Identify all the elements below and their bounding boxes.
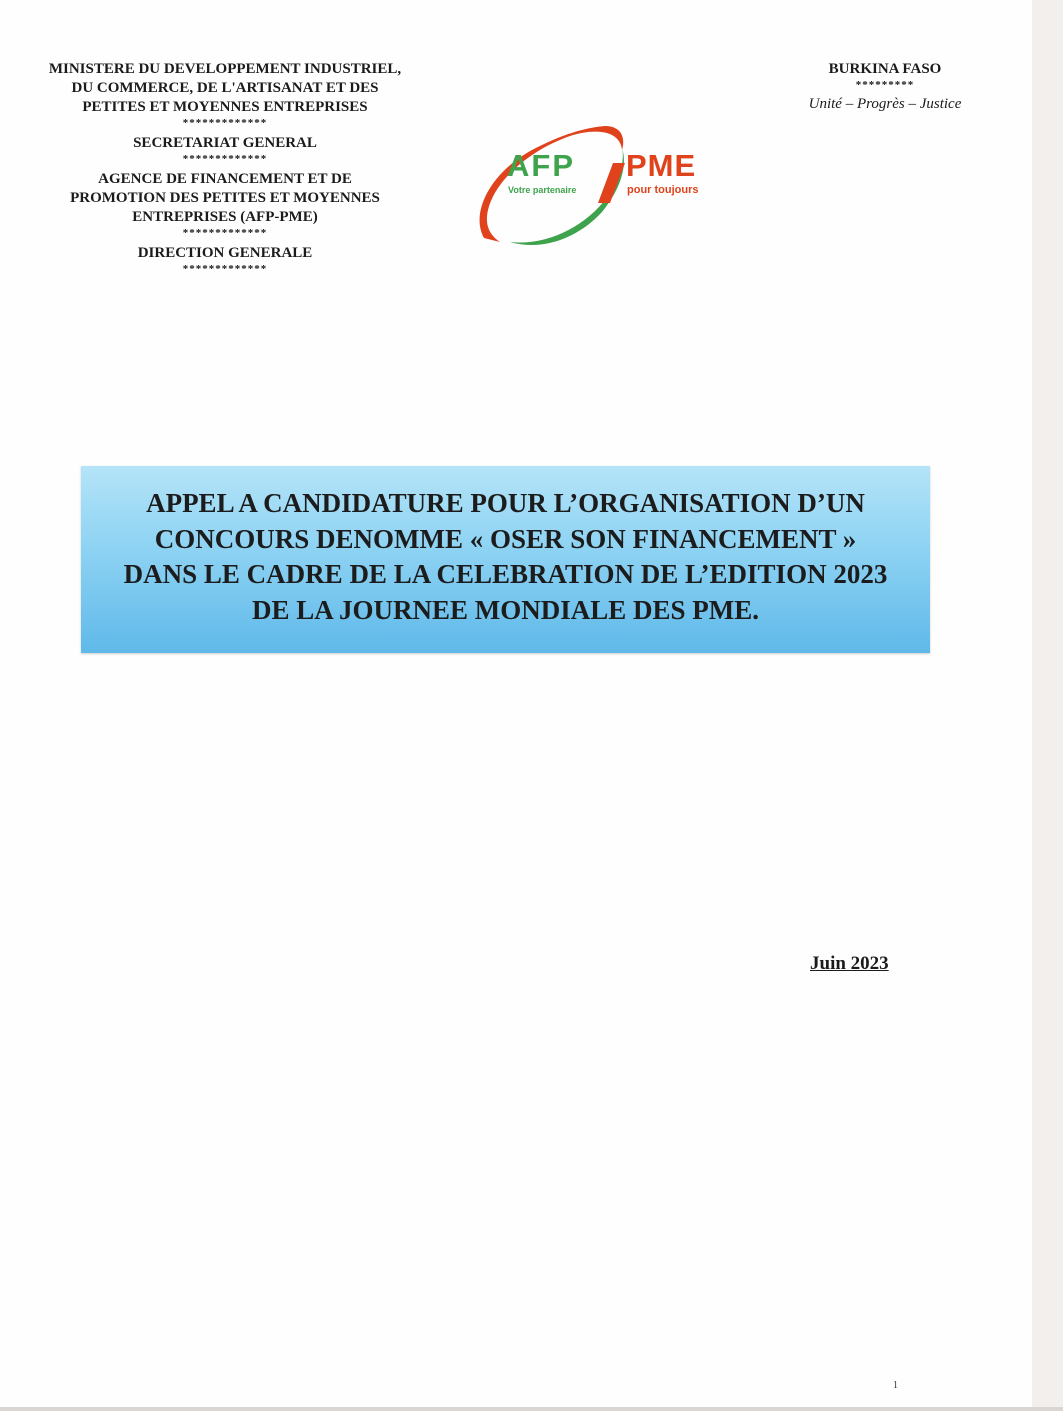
- separator-stars: *************: [182, 263, 268, 275]
- issuing-authority-block: [30, 60, 420, 276]
- background-margin-right: [1032, 0, 1063, 1411]
- ministry-line-2: DU COMMERCE, DE L'ARTISANAT ET DES: [71, 80, 379, 96]
- separator-stars: *************: [182, 227, 268, 239]
- separator-stars: *************: [182, 117, 268, 129]
- page-number: 1: [893, 1380, 898, 1391]
- separator-stars: *************: [182, 153, 268, 165]
- separator-stars: *********: [855, 79, 915, 91]
- ministry-line-3: PETITES ET MOYENNES ENTREPRISES: [82, 99, 368, 115]
- agency-line-3: ENTREPRISES (AFP-PME): [132, 209, 318, 225]
- logo-pme-text: PME: [626, 148, 697, 183]
- agency-line-2: PROMOTION DES PETITES ET MOYENNES: [70, 190, 380, 206]
- agency-line-1: AGENCE DE FINANCEMENT ET DE: [98, 171, 352, 187]
- secretariat-line: SECRETARIAT GENERAL: [133, 135, 317, 151]
- title-line-1: APPEL A CANDIDATURE POUR L’ORGANISATION D’UN: [146, 488, 865, 518]
- logo-afp-text: AFP: [507, 148, 575, 183]
- logo-tagline-left: Votre partenaire: [508, 185, 577, 195]
- logo-tagline-right: pour toujours: [627, 184, 699, 196]
- country-block: [790, 60, 980, 114]
- direction-line: DIRECTION GENERALE: [137, 245, 313, 261]
- background-margin-bottom: [0, 1407, 1063, 1411]
- document-date: Juin 2023: [810, 953, 889, 974]
- title-line-4: DE LA JOURNEE MONDIALE DES PME.: [251, 594, 760, 625]
- afp-pme-logo: [470, 118, 720, 258]
- title-line-3: DANS LE CADRE DE LA CELEBRATION DE L’EDITION 2023: [123, 559, 888, 589]
- country-name: BURKINA FASO: [828, 61, 942, 77]
- ministry-line-1: MINISTERE DU DEVELOPPEMENT INDUSTRIEL,: [48, 61, 402, 77]
- national-motto: Unité – Progrès – Justice: [808, 96, 962, 112]
- document-title: [81, 486, 930, 628]
- title-banner: [81, 466, 930, 653]
- title-line-2: CONCOURS DENOMME « OSER SON FINANCEMENT »: [154, 523, 857, 554]
